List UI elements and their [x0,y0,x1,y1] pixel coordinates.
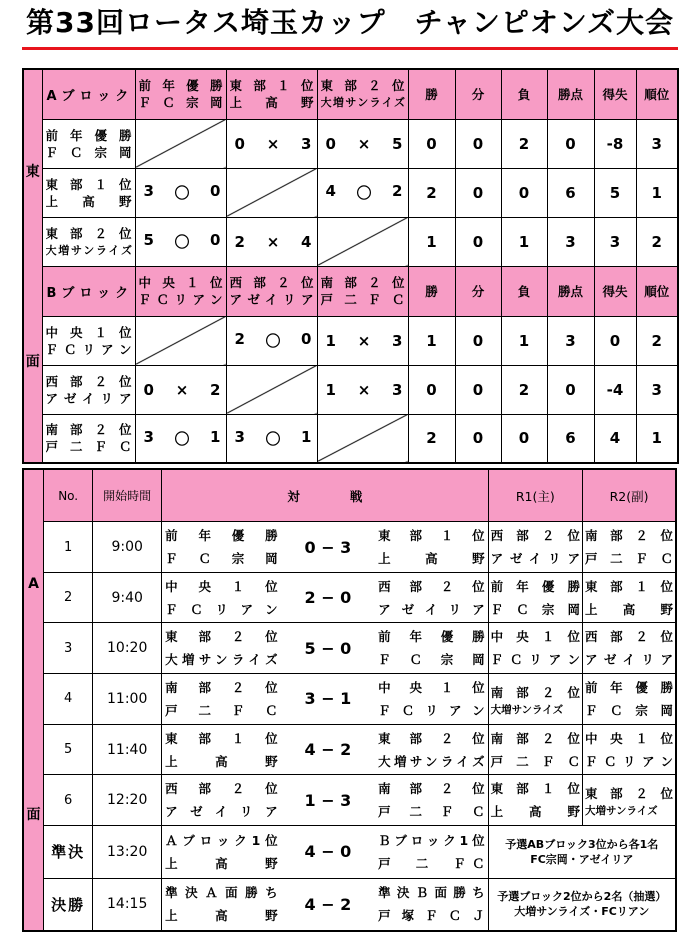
round-label: 準決 [44,826,93,879]
start-time: 11:40 [93,724,162,775]
self-match-cell [317,414,408,463]
team-name: 上 高 野 [229,95,314,111]
referee-note-line: 予選ABブロック3位から各1名 [505,837,659,851]
stat-header: 分 [455,266,501,316]
team-name: ＦＣ宗岡 [138,95,223,111]
stat-value: 2 [636,316,678,365]
team-name: ＦＣリアン [138,292,223,307]
self-match-cell [317,217,408,266]
result-mark: 〇 [174,233,190,251]
goals-against: 3 [392,380,403,399]
away-team [375,572,488,623]
referee-note-line: 大増サンライズ・FCリアン [514,905,650,919]
team-name: 戸二ＦＣ [45,439,132,455]
team-rank: 西部２位 [229,275,314,290]
schedule-table [22,468,677,932]
stat-value: 3 [547,316,594,365]
referee-rank: 東部２位 [585,786,673,802]
final-row [23,878,676,931]
stat-value: 1 [636,168,678,217]
goals-for: 3 [234,427,245,446]
referee-2 [583,775,676,826]
result-mark: × [357,380,371,399]
result-mark: 〇 [174,184,190,202]
referee-team: 上 高 野 [585,601,673,617]
result-mark: × [266,134,280,153]
result-mark: 〇 [356,184,372,202]
referee-rank: 前年優勝 [585,679,673,695]
away-team [375,724,488,775]
stat-value: 0 [594,316,636,365]
schedule-row [23,522,676,573]
final-row [23,826,676,879]
goals-against: 2 [392,182,403,200]
stat-value: 1 [501,217,547,266]
block-name: Aブロック [42,69,135,119]
referee-team: 戸二ＦＣ [490,753,581,769]
team-name: 大増サンライズ [320,96,405,110]
stat-header: 順位 [636,69,678,119]
referee-team: 大増サンライズ [585,805,658,818]
stat-header: 勝点 [547,69,594,119]
round-label: 決勝 [44,878,93,931]
team-name: ＦＣ宗岡 [45,144,132,160]
stat-value: 2 [408,414,455,463]
match-score: 1 − 3 [281,775,375,826]
side-label-east [23,69,42,463]
team-rank: 東部２位 [165,629,278,645]
result-mark: 〇 [174,429,190,448]
referee-team: ＦＣリアン [490,652,581,668]
match-result-cell [226,217,317,266]
team-name: アゼイリア [378,601,485,617]
goals-for: 0 [325,134,336,153]
goals-for: 0 [234,134,245,153]
team-rank: 東部１位 [165,730,278,746]
referee-team: ＦＣ宗岡 [490,601,581,617]
goals-against: 3 [301,134,312,153]
goals-for: 1 [325,380,336,399]
column-team-header [317,69,408,119]
stat-header: 得失 [594,266,636,316]
row-team-name [42,414,135,463]
stat-value: 2 [636,217,678,266]
team-name: 上 高 野 [165,855,278,871]
home-team [162,775,281,826]
stat-header: 勝 [408,266,455,316]
referee-1 [488,572,582,623]
stat-value: 6 [547,414,594,463]
match-result-cell [135,365,226,414]
stat-header: 順位 [636,266,678,316]
match-result-cell [317,168,408,217]
goals-against: 1 [210,427,221,446]
start-time: 9:40 [93,572,162,623]
home-team [162,724,281,775]
team-rank: 前年優勝 [138,78,223,94]
start-time: 12:20 [93,775,162,826]
away-team [375,623,488,674]
stat-value: 0 [408,119,455,168]
away-team [375,522,488,573]
stat-value: 1 [501,316,547,365]
stat-header: 分 [455,69,501,119]
header-referee-1: R1(主) [488,469,582,522]
referee-team: ＦＣ宗岡 [585,702,673,718]
team-rank: 東部２位 [320,78,405,94]
home-team [162,878,281,931]
stat-value: 0 [455,316,501,365]
stat-value: 0 [547,119,594,168]
team-rank: Ａブロック1位 [165,832,278,848]
home-team [162,826,281,879]
column-team-header [317,266,408,316]
match-result-cell [317,119,408,168]
match-score: 2 − 0 [281,572,375,623]
schedule-row [23,572,676,623]
goals-for: 0 [143,380,154,399]
team-name: アゼイリア [229,292,314,307]
match-result-cell [317,365,408,414]
stat-value: 3 [594,217,636,266]
start-time: 9:00 [93,522,162,573]
stat-value: 0 [455,119,501,168]
team-rank: 前年優勝 [165,528,278,543]
referee-rank: 前年優勝 [490,578,581,594]
match-result-cell [226,414,317,463]
match-score: 4 − 2 [281,878,375,931]
team-name: 戸 二 ＦＣ [378,855,485,871]
referee-2 [583,724,676,775]
team-name: 上 高 野 [45,193,132,209]
row-team-name [42,316,135,365]
team-name: ＦＣ宗岡 [165,551,278,566]
stat-value: -8 [594,119,636,168]
result-mark: 〇 [265,429,281,448]
team-rank: 南部２位 [45,422,132,438]
referee-2 [583,674,676,725]
stat-header: 負 [501,266,547,316]
self-match-cell [226,168,317,217]
team-name: 大増サンライズ [165,652,278,668]
stat-value: 1 [636,414,678,463]
title-underline [22,47,678,50]
team-rank: 南部２位 [320,275,405,290]
team-name: ＦＣリアン [165,601,278,617]
referee-rank: 中央１位 [585,730,673,746]
referee-rank: 南部２位 [490,684,581,700]
stat-value: 0 [455,217,501,266]
stat-value: 0 [455,168,501,217]
team-rank: 中央１位 [45,324,132,340]
referee-rank: 中央１位 [490,629,581,645]
team-name: ＦＣリアン [378,702,485,718]
schedule-row [23,674,676,725]
side-label-text: 面 [25,354,40,370]
team-rank: 東部１位 [378,528,485,543]
block-name: Bブロック [42,266,135,316]
match-result-cell [135,168,226,217]
goals-against: 0 [210,231,221,249]
team-name: 上 高 野 [165,908,278,924]
row-team-name [42,217,135,266]
goals-against: 5 [392,134,403,153]
start-time: 13:20 [93,826,162,879]
result-mark: × [266,232,280,251]
goals-for: 2 [234,330,245,348]
stat-value: 1 [408,316,455,365]
referee-note [488,826,676,879]
row-team-name [42,365,135,414]
goals-for: 2 [234,232,245,251]
team-name: 大増サンライズ [45,243,132,257]
referee-1 [488,775,582,826]
header-no: No. [44,469,93,522]
stat-header: 勝点 [547,266,594,316]
row-team-name [42,119,135,168]
team-name: ＦＣリアン [45,341,132,357]
referee-rank: 西部２位 [585,629,673,645]
team-rank: 西部２位 [45,373,132,389]
start-time: 14:15 [93,878,162,931]
team-rank: 準決Ａ面勝ち [165,885,278,901]
goals-against: 0 [301,330,312,348]
referee-team: ＦＣリアン [585,753,673,769]
match-number: 3 [44,623,93,674]
stat-value: 6 [547,168,594,217]
team-rank: 西部２位 [378,578,485,594]
side-label-a [23,469,44,931]
match-result-cell [226,316,317,365]
goals-against: 3 [392,331,403,350]
team-name: 戸二ＦＣ [320,292,405,307]
team-rank: 東部１位 [229,78,314,94]
match-result-cell [135,217,226,266]
away-team [375,878,488,931]
goals-for: 4 [325,182,336,200]
stat-header: 負 [501,69,547,119]
column-team-header [226,69,317,119]
self-match-cell [226,365,317,414]
referee-team: 戸二ＦＣ [585,551,673,566]
side-label-text: 面 [26,807,41,823]
team-name: 上 高 野 [165,753,278,769]
match-number: 1 [44,522,93,573]
page-title: 第33回ロータス埼玉カップ チャンピオンズ大会 [25,6,674,39]
stat-value: -4 [594,365,636,414]
team-rank: 中央１位 [165,578,278,594]
goals-against: 4 [301,232,312,251]
match-number: 6 [44,775,93,826]
schedule-row [23,623,676,674]
match-score: 0 − 3 [281,522,375,573]
team-rank: 準決Ｂ面勝ち [378,885,485,901]
side-label-text: A [28,576,39,592]
goals-for: 3 [143,182,154,200]
match-number: 4 [44,674,93,725]
team-name: 戸二ＦＣ [165,702,278,718]
goals-for: 3 [143,427,154,446]
team-name: アゼイリア [165,804,278,820]
stat-value: 4 [594,414,636,463]
result-mark: 〇 [265,332,281,350]
referee-rank: 東部１位 [490,781,581,797]
header-match: 対 戦 [162,469,489,522]
self-match-cell [135,316,226,365]
match-result-cell [317,316,408,365]
stat-value: 2 [501,119,547,168]
away-team [375,775,488,826]
referee-team: アゼイリア [585,652,673,668]
schedule-row [23,775,676,826]
referee-1 [488,522,582,573]
match-score: 5 − 0 [281,623,375,674]
match-result-cell [135,414,226,463]
result-mark: × [175,380,189,399]
stat-header: 勝 [408,69,455,119]
side-label-text: 東 [25,164,40,180]
goals-against: 0 [210,182,221,200]
start-time: 11:00 [93,674,162,725]
home-team [162,572,281,623]
home-team [162,623,281,674]
team-rank: 南部２位 [165,679,278,695]
team-rank: 中央１位 [138,275,223,290]
referee-team: 大増サンライズ [490,703,564,716]
column-team-header [135,266,226,316]
column-team-header [226,266,317,316]
goals-for: 5 [143,231,154,249]
stat-value: 0 [455,414,501,463]
referee-2 [583,522,676,573]
match-result-cell [226,119,317,168]
self-match-cell [135,119,226,168]
team-name: 戸二ＦＣ [378,804,485,820]
home-team [162,674,281,725]
match-score: 4 − 0 [281,826,375,879]
referee-1 [488,674,582,725]
team-rank: Ｂブロック1位 [378,832,485,848]
referee-note-line: 予選ブロック2位から2名（抽選） [497,890,667,904]
start-time: 10:20 [93,623,162,674]
goals-against: 2 [210,380,221,399]
stat-value: 2 [501,365,547,414]
team-rank: 東部１位 [45,176,132,192]
result-mark: × [357,134,371,153]
stat-value: 0 [455,365,501,414]
match-number: 2 [44,572,93,623]
stat-value: 0 [408,365,455,414]
league-table [22,68,679,464]
referee-note [488,878,676,931]
header-referee-2: R2(副) [583,469,676,522]
stat-value: 3 [636,119,678,168]
team-rank: 東部２位 [45,225,132,241]
team-rank: 西部２位 [165,781,278,797]
referee-team: アゼイリア [490,551,581,566]
column-team-header [135,69,226,119]
goals-against: 1 [301,427,312,446]
stat-value: 0 [501,168,547,217]
referee-1 [488,724,582,775]
header-start-time: 開始時間 [93,469,162,522]
result-mark: × [357,331,371,350]
stat-header: 得失 [594,69,636,119]
away-team [375,674,488,725]
stat-value: 3 [547,217,594,266]
referee-note-line: FC宗岡・アゼイリア [530,852,634,866]
referee-2 [583,572,676,623]
referee-rank: 西部２位 [490,528,581,543]
match-score: 3 − 1 [281,674,375,725]
team-name: 上 高 野 [378,551,485,566]
stat-value: 2 [408,168,455,217]
referee-2 [583,623,676,674]
referee-team: 上 高 野 [490,804,581,820]
referee-rank: 南部２位 [585,528,673,543]
team-rank: 前年優勝 [45,127,132,143]
team-rank: 南部２位 [378,781,485,797]
team-name: ＦＣ宗岡 [378,652,485,668]
stat-value: 3 [636,365,678,414]
stat-value: 0 [547,365,594,414]
schedule-row [23,724,676,775]
stat-value: 1 [408,217,455,266]
team-rank: 東部２位 [378,730,485,746]
team-rank: 中央１位 [378,679,485,695]
home-team [162,522,281,573]
referee-rank: 東部１位 [585,578,673,594]
stat-value: 5 [594,168,636,217]
stat-value: 0 [501,414,547,463]
goals-for: 1 [325,331,336,350]
team-rank: 前年優勝 [378,629,485,645]
away-team [375,826,488,879]
referee-rank: 南部２位 [490,730,581,746]
row-team-name [42,168,135,217]
team-name: 戸塚ＦＣＪ [378,908,485,924]
match-number: 5 [44,724,93,775]
match-score: 4 − 2 [281,724,375,775]
team-name: アゼイリア [45,390,132,406]
referee-1 [488,623,582,674]
team-name: 大増サンライズ [378,753,485,769]
